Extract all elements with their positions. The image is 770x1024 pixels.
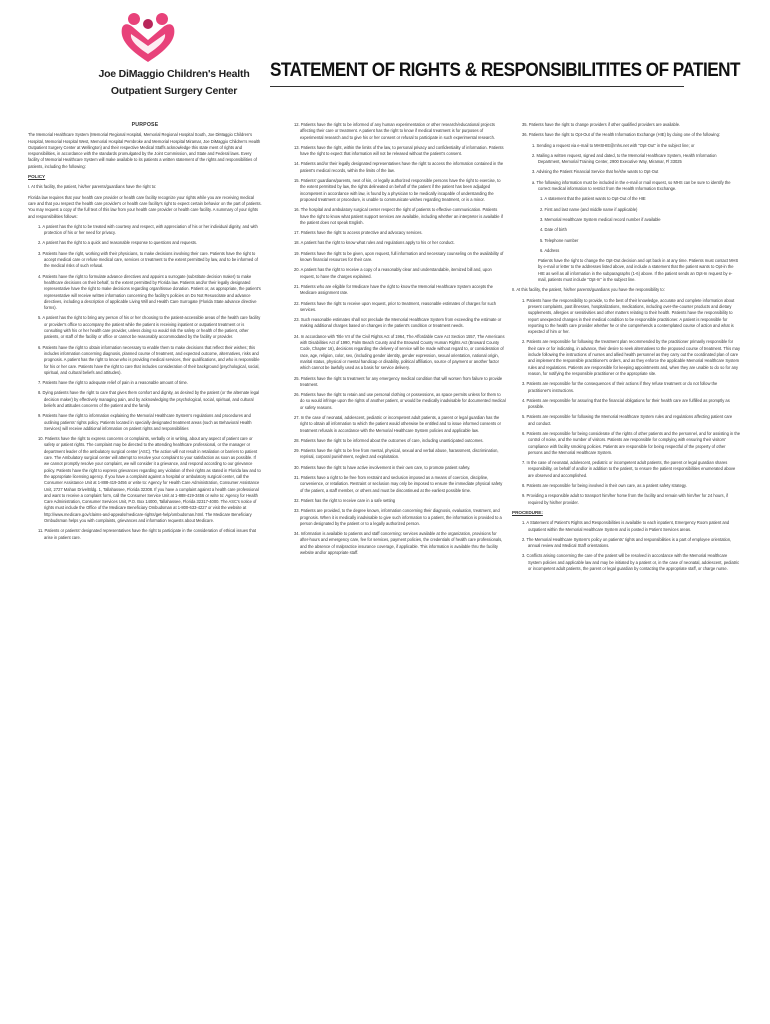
right-item: 21. Patients who are eligible for Medicare have the right to know the Memorial Healthcare System accepts the Medicare assignment rate. [294,283,493,296]
optout-field: 3. Memorial Healthcare System medical record number if available [540,216,661,222]
right-item: 10. Patients have the right to express concerns or complaints, verbally or in writing, about any aspect of patient care or safety or patient rights. The complaint may be directed to the attending healthcare professional, or the manager or department leader of the ambulatory surgical center (ASC). The action will not result in retaliation or barriers to patient care. The Ambulatory surgical center will attempt to resolve your complaint to your satisfaction as soon as possible. If we cannot promptly resolve your complaint, we will consider it a grievance, and respond according to our grievance policy. Patients have the right to express grievances regarding any violation of their rights as stated in Florida law and to the appropriate licensing agency. If you have a complaint against a hospital or ambulatory surgical center, call the Consumer Assistance Unit at 1-888-419-3456 or write to: Agency for Health Care Administration, Consumer Assistance Unit, 2727 Mahan Drive/Bldg. 1, Tallahassee, Florida 32308. If you have a complaint against a health care professional and want to receive a complaint form, call the Consumer Service Unit at 1-888-419-3456 or write to: Agency for Health Care Administration, Consumer Services Unit, P.O. Box 14000, Tallahassee, Florida 32317-4000. The ASC's notice of rights must include the Office of the Medicare Beneficiary Ombudsman at 1-800-633-4227 or visit the website at http://www.medicare.gov/claims-and-appeals/medicare-rights/get-help/ombudsman.html. The Medicare Beneficiary Ombudsman helps you with complaints, grievances and information requests about Medicare. [38,436,261,524]
right-item: 28. Patients have the right to be informed about the outcomes of care, including unanticipated outcomes. [294,437,484,443]
right-item: 7. Patients have the right to adequate relief of pain in a reasonable amount of time. [38,380,188,386]
optout-method: 2. Mailing a written request, signed and dated, to the Memorial Healthcare System, Health Information Department, Memorial Training Center, 2900 Executive Way, Miramar, Fl 33025 [532,152,717,165]
responsibility-item: 6. Patients are responsible for being considerate of the rights of other patients and the personnel, and for assisting in the control of noise, and the number of visitors. Patients are responsible for complying with ensuring their visitors' compliance with facility smoking policies. Patients are responsible for being respectful of the property of other persons and the Memorial Healthcare System. [522,430,741,455]
purpose-text: The Memorial Healthcare System (Memorial Regional Hospital, Memorial Regional Hospital South, Joe DiMaggio Children's Hospital, Memorial Hospital West, Memorial Hospital Pembroke and Memorial Hospital Miramar, Joe DiMaggio Children's Health Outpatient Surgery Center at Wellington) and their respective Medical Staffs acknowledge this state ment of rights and responsibilities, in accordance with the standards promulgated by the Joint Commission, and State and Federal laws. Every facility of Memorial Healthcare System will make available to its patients a written statement of the rights and responsibilities of patients, including the following: [28,132,261,169]
policy-intro: I. At this facility, the patient, his/her parents/guardians have the right to: [28,184,157,190]
right-item: 33. Patients are provided, to the degree known, information concerning their diagnosis, evaluation, treatment, and prognosis. When it is medically inadvisable to give such information to a patient, the information is provided to a person designated by the patient or to a legally authorized person. [294,508,502,526]
heart-logo-icon [118,10,178,66]
right-item: 22. Patients have the right to receive upon request, prior to treatment, reasonable estimates of charges for such services. [294,300,497,312]
right-item: 8. Dying patients have the right to care that gives them comfort and dignity, as desired by the patient (or the alternate legal decision maker) by effectively managing pain, and by acknowledging the psychological, social, spiritual, and cultural beliefs and attitudes concerns of the patient and the family. [38,390,260,408]
right-item: 18. A patient has the right to know what rules and regulations apply to his or her conduct. [294,240,455,246]
document-title: STATEMENT OF RIGHTS & RESPONSIBILITITES OF PATIENT [270,59,740,81]
responsibility-item: 5. Patients are responsible for following the Memorial Healthcare System rules and regulations affecting patient care and conduct. [522,414,733,426]
responsibility-item: 1. Patients have the responsibility to provide, to the best of their knowledge, accurate and complete information about present complaints, past illnesses, hospitalizations, medications, including over-the-counter products and dietary supplements, allergies or sensitivities and other matters relating to their health. Patients have the responsibility to report unexpected changes in their medical condition to be responsible practitioner. A patient is responsible for reporting to the health care provider whether he or she comprehends a contemplated course of action and what is expected of him or her. [522,297,735,335]
right-item: 9. Patients have the right to information explaining the Memorial Healthcare System's regulations and procedures and outlining patients' rights policy. Patients located in specially designated treatment areas (such as Behavioral Health Services) will receive additional information on patient rights and responsibilities [38,413,252,431]
right-item: 32. Patient has the right to receive care in a safe setting [294,497,396,503]
right-item: 11. Patients or patients' designated representatives have the right to participate in the consideration of ethical issues that arise in patient care. [38,528,257,540]
responsibility-item: 3. Patients are responsible for the consequences of their actions if they refuse treatment or do not follow the practitioner's instructions. [522,381,718,393]
right-item: 25. Patients have the right to treatment for any emergency medical condition that will worsen from failure to provide treatment. [294,375,503,387]
optout-field: 5. Telephone number [540,237,579,243]
right-item: 4. Patients have the right to formulate advance directives and appoint a surrogate (substitute decision maker) to make healthcare decisions on their behalf, to the extent permitted by Florida law. Patients and/or their legally designated representative have the right to make decisions regarding organ/tissue donation. Patient or, as appropriate, the patient's representative will receive written information concerning the facility's policies on Do Not Resuscitate and advance directives, including a description of applicable Living Will and Health Care Surrogate (Florida State advance directive forms). [38,273,261,311]
right-item: 26. Patients have the right to retain and use personal clothing or possessions, as space permits unless for them to do so would infringe upon the rights of another patient, or would be medically inadvisable for documented medical or safety reasons. [294,392,506,410]
optout-method: 1. Sending a request via e-mail to MHSHIE@mhs.net with "Opt-Out" in the subject line; or [532,142,695,148]
responsibility-item: 9. Providing a responsible adult to transport him/her home from the facility and remain with him/her for 24 hours, if required by his/her provider. [522,493,728,505]
optout-method: 3. Advising the Patient Financial Service that he/she wants to Opt-Out [532,169,659,175]
right-item: 14. Patients and/or their legally designated representatives have the right to access the information contained in the patient's medical records, within the limits of the law. [294,161,504,173]
right-item: 31. Patients have a right to be free from restraint and seclusion imposed as a means of coercion, discipline, convenience, or retaliation. Restraint or seclusion may only be imposed to ensure the immediate physical safety of the patient, a staff member, or others and must be discontinued at the earliest possible time. [294,475,503,493]
right-item: 34. Information is available to patients and staff concerning: services available at the organization, provisions for after-hours and emergency care, fee for services, payment policies, the credentials of health care professionals, and the absence of malpractice insurance coverage, if applicable. This information is available thru the facility website and/or appropriate staff. [294,531,503,556]
optout-field: 1. A statement that the patient wants to Opt-Out of the HIE [540,196,646,202]
brand-name [84,68,264,97]
right-item: 23. Such reasonable estimates shall not preclude the Memorial Healthcare System from exceeding the estimate or making additional charges based on changes in the patient's condition or treatment needs. [294,317,502,329]
responsibilities-intro: II. At this facility, the patient, his/her parents/guardians you have the responsibility to: [512,287,665,293]
optout-field: 4. Date of birth [540,227,567,233]
brand-line-1: Joe DiMaggio Children's Health [98,68,250,80]
right-item: 6. Patients have the right to obtain information necessary to enable them to make decisions that reflect their wishes; this includes information concerning diagnosis, planned course of treatment, and expected outcome, alternatives, risks and prognosis. A patient has the right to know who is providing medical services, their qualifications, and who is responsible for his or her care. Patients have the right to care that includes consideration of their background (psychological, social, spiritual, and cultural beliefs and attitudes). [38,344,260,375]
policy-heading: POLICY [28,174,46,180]
right-item: 27. In the case of neonatal, adolescent, pediatric or incompetent adult patients, a parent or legal guardian has the right to obtain all information to which the patient would otherwise be entitled and to issue informed consents or treatment refusals in accordance with the Memorial Healthcare System policies and applicable law. [294,414,501,433]
right-item: 15. Patients' guardians/parents, next of kin, or legally authorized responsible persons have the right to exercise, to the extent permitted by law, the rights delineated on behalf of the patient if the patient has been adjudged incompetent in accordance with law, is found by a physician to be medically incapable of understanding the proposed treatment or procedure, is unable to communicate wishes regarding treatment, or is a minor. [294,178,501,202]
purpose-heading: PURPOSE [131,122,159,128]
procedure-item: 2. The Memorial Healthcare System's policy on patients' rights and responsibilities is a part of employee orientation, annual review and Medical Staff orientations. [522,536,732,549]
procedure-item: 3. Conflicts arising concerning the care of the patient will be resolved in accordance with the Memorial Healthcare System policies and applicable law and may be initiated by a patient or, in the case of neonatal, adolescent, pediatric or incompetent adult patients, the parent or legal guardian by contacting the appropriate staff, or charge nurse. [522,553,740,572]
responsibility-item: 4. Patients are responsible for assuring that the financial obligations for their health care are fulfilled as promptly as possible. [522,397,730,410]
title-rule [270,86,684,87]
column-2 [284,122,506,560]
optout-note: a. The following information must be included in the e-mail or mail request, so MHS can be sure to identify the correct medical information to restrict from the Health Information Exchange. [532,179,731,192]
column-1 [28,122,262,545]
procedure-heading: PROCEDURE: [512,509,543,515]
optout-change: Patients have the right to change the Opt-Out decision and opt back in at any time. Patients must contact MHS by e-mail or letter to the addresses listed above, and include a statement that the patient wants to Opt-in the HIE as well as all information in the subparagraphs (1-6) above. If the patient sends an Opt-In request by e-mail, patients must include "Opt-In" in the subject line. [538,258,739,283]
responsibility-item: 8. Patients are responsible for being involved in their own care, as a patient safety strategy. [522,483,687,489]
optout-field: 2. First and last name (and middle name if applicable) [540,206,638,212]
right-item: 17. Patients have the right to access protective and advocacy services. [294,230,423,236]
responsibility-item: 7. In the case of neonatal, adolescent, pediatric or incompetent adult patients, the parent or legal guardian shares responsibility, on behalf of and/or in addition to the patient, to ensure the patient responsibilities enumerated above are observed and accomplished. [522,460,736,478]
right-item: 29. Patients have the right to be free from mental, physical, sexual and verbal abuse, harassment, discrimination, reprisal, corporal punishment, neglect and exploitation. [294,448,499,460]
right-item: 30. Patients have the right to have active involvement in their own care, to promote patient safety. [294,464,471,470]
right-item: 3. Patients have the right, working with their physicians, to make decisions involving their care. Patients have the right to accept medical care or refuse medical care, services or treatment to the extent permitted by law, and to be informed of the medical risks of such refusal. [38,250,258,269]
procedure-item: 1. A Statement of Patient's Rights and Responsibilities is available to each inpatient, Emergency Room patient and outpatient within the Memorial Healthcare System and is posted in Patient Services areas. [522,520,730,532]
column-3 [512,122,740,576]
right-item: 24. In accordance with Title VII of the Civil Rights Act of 1964, The Affordable Care Act Section 1557, The Americans with Disabilities Act of 1990, Palm Beach County and the Broward County Human Rights Act (Broward County Code, Chapter 16), decisions regarding the delivery of service will be made without regard to, or consideration of race, age, religion, color, sex, (including gender identity, gender expression, sexual orientation, national origin, marital status, physical or mental handicap or disability, political affiliation, source of payment or another factor which cannot be lawfully used as a basis for service delivery. [294,333,505,371]
brand-line-2: Outpatient Surgery Center [110,85,238,97]
right-item: 12. Patients have the right to be informed of any human experimentation or other research/educational projects affecting their care or treatment. A patient has the right to know if medical treatment is for purposes of experimental research and to give his or her consent or refusal to participate in such experimental research. [294,122,496,140]
right-item: 2. A patient has the right to a quick and reasonable response to questions and requests. [38,240,198,246]
right-item: 1. A patient has the right to be treated with courtesy and respect, with appreciation of his or her individual dignity, and with protection of his or her need for privacy. [38,223,258,236]
florida-law-text: Florida law requires that your health care provider or health care facility recognize your rights while you are receiving medical care and that you respect the health care provider's or health care facility's right to expect certain behavior on the part of patients. You may request a copy of the full text of this law from your health care provider or health care facility. A summary of your rights and responsibilities follows: [28,194,262,219]
responsibility-item: 2. Patients are responsible for following the treatment plan recommended by the practitioner primarily responsible for their care or for indicating, in advance, their desire to seek alternatives to the proposed course of treatment. This may include following the instructions of nurses and allied health personnel as they carry out the coordinated plan of care and implement the responsible practitioner's orders, and as they enforce the applicable Memorial Healthcare System rules and regulations. Patients are responsible for keeping appointments and, when they are unable to do so for any reason, for notifying the responsible practitioner or the appropriate site. [522,339,740,376]
right-item: 35. Patients have the right to change providers if other qualified providers are available. [522,122,681,127]
right-item: 36. Patients have the right to Opt-Out of the Health Information Exchange (HIE) by doing one of the following: [522,132,720,138]
right-item: 5. A patient has the right to bring any person of his or her choosing to the patient-accessible areas of the health care facility or provider's office to accompany the patient while the patient is receiving inpatient or outpatient treatment or is consulting with his or her health care provider, unless doing so would risk the safety or health of the patient, other patients, or staff of the facility or office or cannot be reasonably accommodated by the facility or provider. [38,315,261,340]
right-item: 16. The hospital and ambulatory surgical center respect the right of patients to effective communication. Patients have the right to know what patient support services are available, including whether an interpreter is available if the patient does not speak English. [294,207,503,225]
right-item: 19. Patients have the right to be given, upon request, full information and necessary counseling on the availability of known financial resources for their care. [294,250,504,263]
right-item: 20. A patient has the right to receive a copy of a reasonably clear and understandable, itemized bill and, upon request, to have the charges explained. [294,267,492,279]
optout-field: 6. Address [540,247,560,253]
right-item: 13. Patients have the right, within the limits of the law, to personal privacy and confidentiality of information. Patients have the right to expect that information will not be released without the patient's consent. [294,144,504,157]
